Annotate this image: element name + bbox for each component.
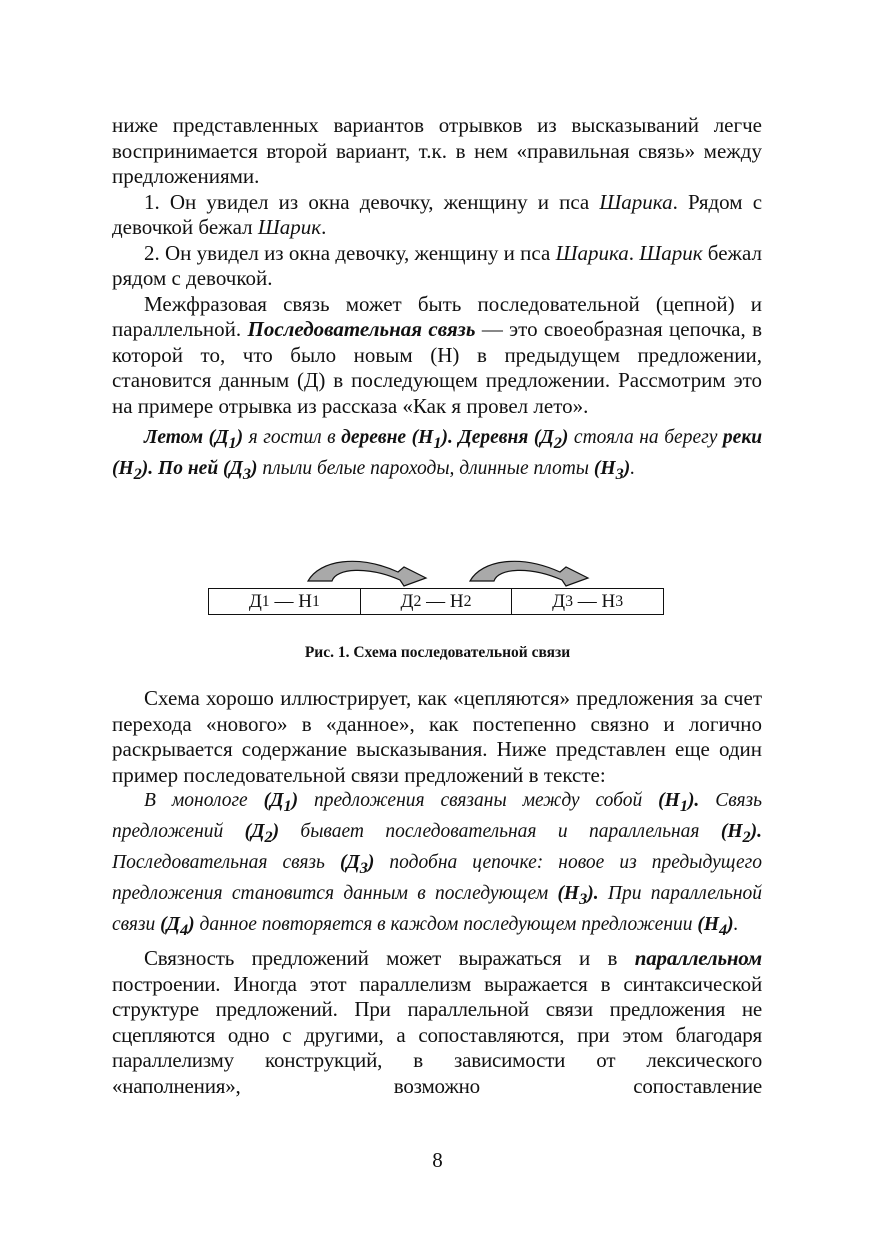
example-summer-text: Летом $(Д_1)$ я гостил в деревне $(Н_1)$. Деревня $(Д_2)$ стояла на берегу реки $(Н_2)$. По ней $(Д_3)$ плыли белые пароходы, длинные плоты $(Н_3)$. <box>112 427 763 483</box>
paragraph: ниже представленных вариантов отрывков из высказываний легче воспринимается второй вариант, т.к. в нем «правильная связь» между предложениями. <box>112 113 762 188</box>
paragraph-sequential-link: Межфразовая связь может быть последовательной (цепной) и параллельной. Последовательная связь — это своеобразная цепочка, в которой то, что было новым (Н) в предыдущем предложении, становится данным (Д) в последующем предложении. Рассмотрим это на примере отрывка из рассказа «Как я провел лето». <box>112 291 762 418</box>
example-variant-1: 1. Он увидел из окна девочку, женщину и пса Шарика. Рядом с девочкой бежал Шарик. <box>112 189 763 239</box>
curved-arrow-2 <box>470 561 588 586</box>
scheme-table <box>208 588 664 615</box>
curved-arrow-1 <box>308 561 426 586</box>
scheme-cell-2: Д 2 — Н 2 <box>360 589 512 614</box>
scheme-cell-1: Д 1 — Н 1 <box>248 590 320 612</box>
text-block-lower <box>112 686 762 1099</box>
figure-caption: Рис. 1. Схема последовательной связи <box>304 644 571 661</box>
example-variant-2: 2. Он увидел из окна девочку, женщину и пса Шарика. Шарик бежал рядом с девочкой. <box>112 240 763 290</box>
scheme-cell-3: Д 3 — Н 3 <box>511 589 663 614</box>
example-monologue-text: В монологе $(Д_1)$ предложения связаны между собой $(Н_1)$. Связь предложений $(Д_2)$ бывает последовательная и параллельная $(Н_2)$. Последовательная связь $(Д_3)$ подобна цепочке: новое из предыдущего предложения становится данным в последующем $(Н_3)$. При параллельной связи $(Д_4)$ данное повторяется в каждом последующем предложении $(Н_4)$. <box>112 790 762 939</box>
paragraph-parallel-construction: Связность предложений может выражаться и в параллельном построении. Иногда этот параллелизм выражается в синтаксической структуре предложений. При параллельной связи предложения не сцепляются одно с другими, а сопоставляются, при этом благодаря параллелизму конструкций, в зависимости от лексического «наполнения», возможно сопоставление <box>112 946 762 1098</box>
paragraph-scheme-explanation: Схема хорошо иллюстрирует, как «цепляются» предложения за счет перехода «нового» в «данное», как постепенно связно и логично раскрывается содержание высказывания. Ниже представлен еще один пример последовательной связи предложений в тексте: <box>112 686 762 787</box>
text-block-upper <box>112 113 762 487</box>
page-number: 8 <box>432 1148 443 1172</box>
